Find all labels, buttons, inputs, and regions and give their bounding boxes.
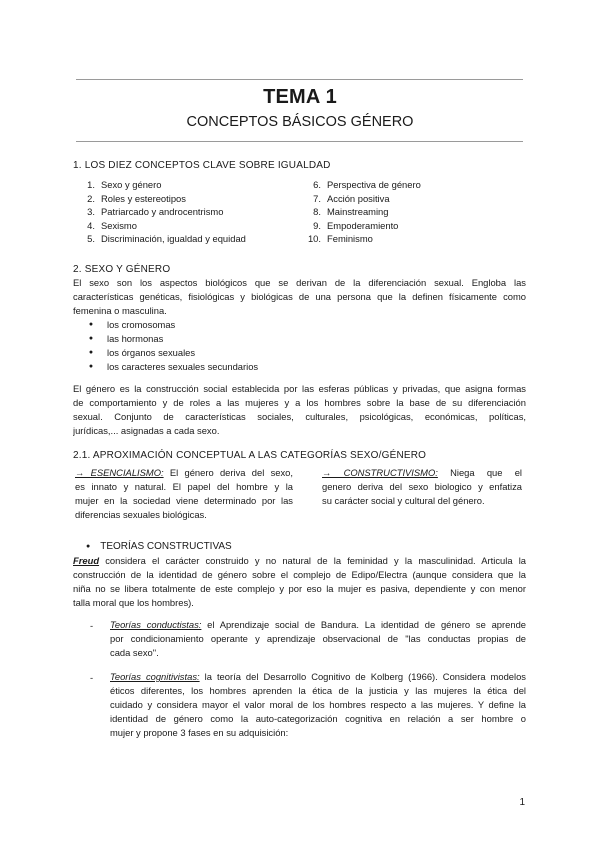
dash-marker: - — [90, 620, 94, 631]
teorias-bullet — [86, 540, 232, 554]
list-text: las hormonas — [107, 333, 164, 344]
page-subtitle: CONCEPTOS BÁSICOS GÉNERO — [186, 114, 414, 130]
list-text: Empoderamiento — [327, 219, 399, 231]
paragraph-line: construcción de la identidad de género sobre el complejo de Edipo/Electra (aunque considera que la — [73, 569, 526, 580]
paragraph-line: sexual. Conjunto de características sociales, culturales, psicológicas, económicas, políticas, — [73, 411, 526, 422]
list-text: Sexismo — [101, 219, 137, 231]
list-number: 10. — [307, 233, 321, 244]
paragraph-line: jurídicas,... asignadas a cada sexo. — [73, 425, 220, 436]
bullet-icon: ● — [88, 321, 94, 328]
paragraph-line: femenina o masculina. — [73, 305, 167, 316]
list-text: Mainstreaming — [327, 206, 389, 217]
paragraph-line: identidad de género como la auto-categorización cognitiva en relación a ser hombre o — [110, 713, 526, 724]
list-text: los órganos sexuales — [107, 347, 196, 358]
title-bottom-rule — [76, 141, 523, 142]
bullet-icon: ● — [88, 335, 94, 342]
sexo-bullet-list — [80, 318, 380, 374]
cognitivistas-label: Teorías cognitivistas: — [110, 671, 200, 682]
paragraph-line — [322, 466, 522, 480]
esencialismo-label: → ESENCIALISMO: — [75, 467, 164, 478]
conductistas-paragraph — [110, 618, 526, 660]
section-2-1-heading: 2.1. APROXIMACIÓN CONCEPTUAL A LAS CATEGORÍAS SEXO/GÉNERO — [73, 450, 427, 461]
paragraph-text: el Aprendizaje social de Bandura. La identidad de género se aprende — [201, 619, 526, 630]
list-item — [302, 192, 502, 206]
list-item — [302, 178, 502, 192]
list-item — [76, 205, 306, 219]
concepts-list-left — [76, 178, 306, 246]
sexo-paragraph — [73, 276, 526, 318]
list-number: 2. — [87, 192, 95, 204]
paragraph-line: genero deriva del sexo biologico y enfatiza — [322, 481, 522, 492]
list-item — [76, 178, 306, 192]
top-rule — [76, 79, 523, 80]
page-number: 1 — [519, 797, 525, 808]
list-item — [80, 346, 380, 360]
bullet-icon: ● — [86, 543, 91, 550]
list-text: Discriminación, igualdad y equidad — [101, 233, 246, 244]
list-item — [76, 219, 306, 233]
list-item — [76, 192, 306, 206]
paragraph-line: talla moral que los hombres). — [73, 597, 194, 608]
list-item — [80, 332, 380, 346]
constructivismo-label: → CONSTRUCTIVISMO: — [322, 467, 438, 478]
section-1-heading: 1. LOS DIEZ CONCEPTOS CLAVE SOBRE IGUALDAD — [73, 160, 331, 171]
paragraph-line: su carácter social y cultural del género. — [322, 495, 485, 506]
esencialismo-column — [75, 466, 293, 522]
list-text: Acción positiva — [327, 192, 390, 204]
paragraph-line: cada sexo". — [110, 647, 159, 658]
paragraph-text: El género deriva del sexo, — [163, 467, 293, 478]
paragraph-text: considera el carácter construido y no natural de la feminidad y la masculinidad. Articula la — [99, 555, 526, 566]
paragraph-line: éticos diferentes, los hombres aprenden la ética de la justicia y las mujeres la ética del — [110, 685, 526, 696]
paragraph-line: El género es la construcción social establecida por las esferas públicas y privadas, que asigna formas — [73, 383, 526, 394]
paragraph-text: Niega que el — [437, 467, 522, 478]
paragraph-line: mujer en la sociedad viene determinado por las — [75, 495, 293, 506]
bullet-icon: ● — [88, 363, 94, 370]
list-number: 5. — [87, 233, 95, 244]
list-text: Perspectiva de género — [327, 179, 421, 190]
list-item — [302, 232, 502, 246]
page-title: TEMA 1 — [263, 86, 337, 108]
conductistas-label: Teorías conductistas: — [110, 619, 202, 630]
list-item — [302, 219, 502, 233]
bullet-icon: ● — [88, 349, 94, 356]
paragraph-line: cuidado y considera mayor el valor moral de los hombres respecto a las mujeres. Y define la — [110, 699, 526, 710]
list-number: 7. — [313, 192, 321, 204]
list-item — [76, 232, 306, 246]
freud-label: Freud — [73, 555, 100, 566]
list-text: los caracteres sexuales secundarios — [107, 361, 259, 372]
paragraph-line: niña no se libera totalmente de este complejo y por eso la mujer es pasiva, dependiente y con menor — [73, 583, 526, 594]
freud-paragraph — [73, 554, 526, 610]
paragraph-line: características genéticas, fisiológicas y biológicas de una persona que la definen físicamente como — [73, 291, 526, 302]
dash-marker: - — [90, 672, 94, 683]
list-number: 8. — [313, 206, 321, 217]
paragraph-line: mujer y propone 3 fases en su adquisición: — [110, 727, 289, 738]
list-text: Feminismo — [327, 233, 373, 244]
list-item — [80, 318, 380, 332]
paragraph-line: diferencias sexuales biológicas. — [75, 509, 207, 520]
teorias-heading: TEORÍAS CONSTRUCTIVAS — [100, 541, 232, 552]
list-text: los cromosomas — [107, 319, 176, 330]
list-number: 1. — [87, 179, 95, 190]
section-2-heading: 2. SEXO Y GÉNERO — [73, 264, 171, 275]
list-text: Patriarcado y androcentrismo — [101, 206, 224, 217]
paragraph-text: la teoría del Desarrollo Cognitivo de Kolberg (1966). Considera modelos — [199, 671, 526, 682]
concepts-list-right — [302, 178, 502, 246]
paragraph-line: por condicionamiento operante y aprendizaje observacional de "las conductas propias de — [110, 633, 526, 644]
constructivismo-column — [322, 466, 522, 508]
paragraph-line — [75, 466, 293, 480]
paragraph-line — [110, 670, 526, 684]
list-number: 3. — [87, 206, 95, 217]
paragraph-line — [110, 618, 526, 632]
list-number: 6. — [313, 179, 321, 190]
list-item — [80, 360, 380, 374]
genero-paragraph — [73, 382, 526, 438]
list-text: Sexo y género — [101, 179, 162, 190]
paragraph-line: de comportamiento y de roles a las mujeres y a los hombres sobre la base de su diferenciación — [73, 397, 526, 408]
cognitivistas-paragraph — [110, 670, 526, 740]
paragraph-line — [73, 554, 526, 568]
list-text: Roles y estereotipos — [101, 192, 186, 204]
paragraph-line: El sexo son los aspectos biológicos que se derivan de la diferenciación sexual. Engloba las — [73, 277, 526, 288]
list-number: 9. — [313, 219, 321, 231]
paragraph-line: es innato y natural. El papel del hombre y la — [75, 481, 293, 492]
list-item — [302, 205, 502, 219]
list-number: 4. — [87, 219, 95, 231]
